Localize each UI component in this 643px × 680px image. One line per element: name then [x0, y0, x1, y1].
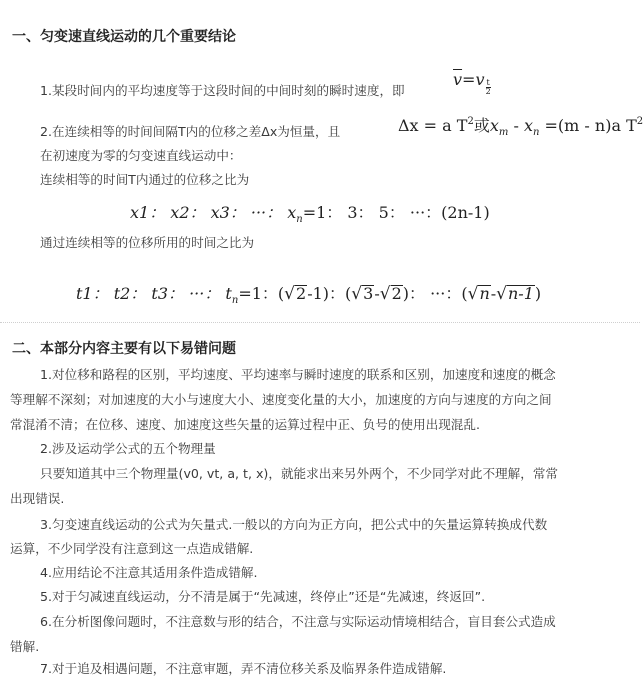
t-over-2 [486, 79, 491, 96]
time-sub-n: n [231, 295, 239, 306]
s2-line-9: 4.应用结论不注意其适用条件造成错解. [40, 565, 258, 580]
time-m2: - [374, 284, 380, 303]
section-divider [0, 322, 640, 323]
item2-text: 2.在连续相等的时间间隔T内的位移之差Δx为恒量，且 [40, 124, 341, 139]
sqrt-2b: √2 [379, 284, 402, 304]
s2-line-4: 2.涉及运动学公式的五个物理量 [40, 441, 216, 456]
time-left: t1： t2： t3： ···： t [76, 284, 232, 303]
time-close: ) [534, 284, 542, 303]
minus-sign: - [508, 116, 524, 135]
sub-n: n [532, 127, 540, 138]
frac-den: 2 [485, 87, 491, 96]
formula-delta-x [398, 113, 643, 138]
xm-symbol: x [489, 116, 499, 135]
s2-line-5: 只要知道其中三个物理量(v0, vt, a, t, x)，就能求出来另外两个，不少同学对此不理解，常常 [40, 466, 559, 481]
s2-line-2: 等理解不深刻；对加速度的大小与速度大小、速度变化量的大小，加速度的方向与速度的方向之间 [10, 392, 552, 407]
section2-title: 二、本部分内容主要有以下易错问题 [12, 341, 236, 357]
s2-line-12: 错解. [10, 639, 40, 654]
ratio-left: x1： x2： x3： ···： x [130, 203, 297, 222]
s2-line-13: 7.对于追及相遇问题，不注意审题，弄不清位移关系及临界条件造成错解. [40, 661, 447, 676]
sub-m: m [498, 127, 509, 138]
sqrt-3: √3 [351, 284, 374, 304]
v-symbol: v [475, 70, 485, 89]
s2-line-1: 1.对位移和路程的区别，平均速度、平均速率与瞬时速度的联系和区别，加速度和速度的概念 [40, 367, 556, 382]
rest-part: =(m - n)a T [539, 116, 637, 135]
exp-1: 2 [467, 116, 474, 127]
sqrt-n: √n [467, 284, 490, 304]
ratio-right: =1： 3： 5： ···：(2n-1) [302, 203, 490, 222]
conjunction-or: 或 [473, 116, 490, 135]
time-ratio-formula [76, 281, 541, 306]
sqrt-n-minus-1: √n-1 [496, 284, 534, 304]
time-eq: =1：( [238, 284, 285, 303]
time-m3: )： ···：( [402, 284, 468, 303]
displacement-ratio-formula [130, 200, 490, 225]
s2-line-6: 出现错误. [10, 491, 65, 506]
equals-sign: = [462, 70, 476, 89]
item2-line2: 在初速度为零的匀变速直线运动中： [40, 148, 242, 163]
s2-line-10: 5.对于匀减速直线运动，分不清是属于“先减速，终停止”还是“先减速，终返回”. [40, 589, 486, 604]
v-bar-symbol: $\overline{v}$ [453, 70, 463, 89]
item2-line4: 通过连续相等的位移所用的时间之比为 [40, 235, 255, 250]
section1-title: 一、匀变速直线运动的几个重要结论 [12, 29, 236, 45]
formula-average-velocity [453, 70, 491, 96]
s2-line-8: 运算，不少同学没有注意到这一点造成错解. [10, 541, 254, 556]
exp-2: 2 [636, 116, 643, 127]
frac-num: t [486, 78, 490, 87]
ratio-sub-n: n [296, 214, 303, 225]
sqrt-2: √2 [284, 284, 307, 304]
xn-symbol: x [523, 116, 533, 135]
time-m1: -1)：( [307, 284, 352, 303]
s2-line-7: 3.匀变速直线运动的公式为矢量式.一般以的方向为正方向，把公式中的矢量运算转换成代数 [40, 517, 548, 532]
s2-line-3: 常混淆不清；在位移、速度、加速度这些矢量的运算过程中正、负号的使用出现混乱. [10, 417, 480, 432]
delta-x-part: Δx = a T [398, 116, 468, 135]
item2-line3: 连续相等的时间T内通过的位移之比为 [40, 172, 250, 187]
item1-text: 1.某段时间内的平均速度等于这段时间的中间时刻的瞬时速度，即 [40, 83, 405, 98]
time-m4: - [490, 284, 497, 303]
s2-line-11: 6.在分析图像问题时，不注意数与形的结合，不注意与实际运动情境相结合，盲目套公式造成 [40, 614, 556, 629]
